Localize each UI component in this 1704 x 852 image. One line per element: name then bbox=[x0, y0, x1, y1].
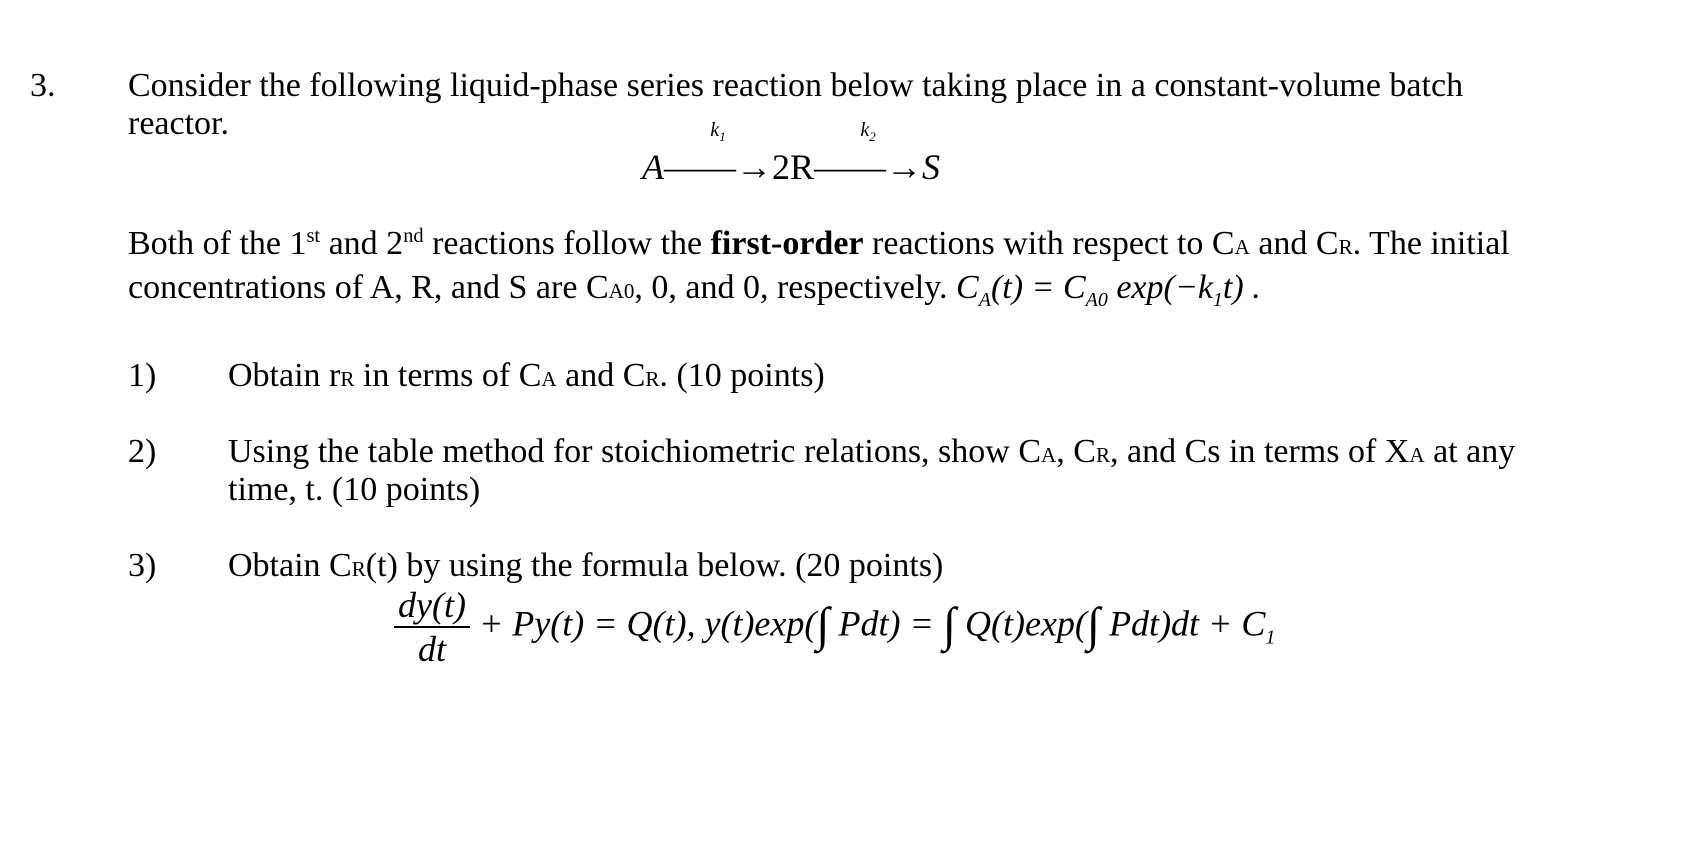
species-a: A bbox=[642, 147, 664, 187]
problem-number: 3. bbox=[30, 67, 56, 104]
item-2-text-line-1: Using the table method for stoichiometric relations, show CA, CR, and Cs in terms of XA at any bbox=[228, 433, 1516, 470]
rate-constant-k2: $k_2$ bbox=[860, 119, 876, 144]
species-2r: 2R bbox=[772, 147, 815, 187]
reaction-arrow-1: $k_1$ ——→ bbox=[664, 119, 772, 187]
paragraph-line-1: Both of the 1st and 2nd reactions follow the first-order reactions with respect to CA and CR. The initial bbox=[128, 224, 1510, 262]
reaction-equation bbox=[642, 119, 941, 188]
intro-line-1: Consider the following liquid-phase series reaction below taking place in a constant-volume batch bbox=[128, 67, 1464, 104]
concentration-a-equation: $C_A(t) = C_{A0}$ $\exp(-k_1t)$ . bbox=[956, 269, 1261, 311]
species-s: S bbox=[922, 147, 941, 187]
intro-line-2: reactor. bbox=[128, 105, 229, 142]
item-3-text: Obtain CR(t) by using the formula below. (20 points) bbox=[228, 547, 944, 584]
first-order-text: first-order bbox=[710, 225, 864, 262]
ode-formula: $\frac{dy(t)}{dt}$ + Py(t) = Q(t), y(t)exp(∫ Pdt) = ∫ Q(t)exp(∫ $Pdt)dt + C_1$ bbox=[394, 586, 1275, 668]
rate-constant-k1: $k_1$ bbox=[710, 119, 726, 144]
reaction-arrow-2: $k_2$ ——→ bbox=[814, 119, 923, 187]
paragraph-line-2: concentrations of A, R, and S are CA0, 0, and 0, respectively. $C_A(t) = C_{A0}$ $\exp(-k_1t)$ . bbox=[128, 269, 1261, 311]
item-1-number: 1) bbox=[128, 357, 157, 394]
item-3-number: 3) bbox=[128, 547, 157, 584]
item-2-text-line-2: time, t. (10 points) bbox=[228, 471, 481, 508]
item-1-text: Obtain rR in terms of CA and CR. (10 points) bbox=[228, 357, 825, 394]
item-2-number: 2) bbox=[128, 433, 157, 470]
derivative-fraction: $\frac{dy(t)}{dt}$ bbox=[394, 586, 470, 668]
